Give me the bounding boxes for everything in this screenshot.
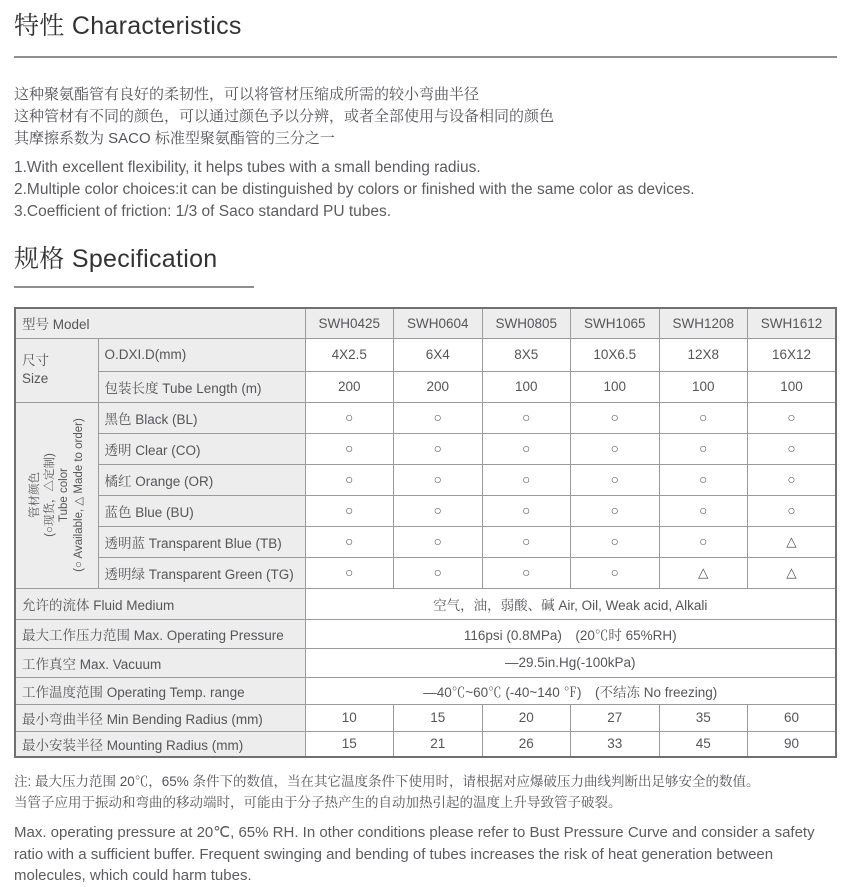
table-row-temp-range xyxy=(15,677,836,704)
table-row-max-pressure xyxy=(15,619,836,648)
model-label-cell: 型号 Model xyxy=(15,308,305,338)
availability-mark: ○ xyxy=(571,464,660,495)
availability-mark: ○ xyxy=(394,433,483,464)
availability-mark: ○ xyxy=(659,433,748,464)
characteristics-en-list xyxy=(14,157,835,223)
en-list-item: 2.Multiple color choices:it can be distinguished by colors or finished with the same color as devices. xyxy=(14,181,695,198)
note-cn-line: 注: 最大压力范围 20℃，65% 条件下的数值，当在其它温度条件下使用时，请根据对应爆破压力曲线判断出足够安全的数值。 xyxy=(14,774,760,789)
specification-divider xyxy=(14,286,254,288)
availability-mark: ○ xyxy=(305,526,394,557)
od-id-value: 6X4 xyxy=(394,338,483,371)
bending-radius-value: 15 xyxy=(394,704,483,731)
availability-mark: ○ xyxy=(394,464,483,495)
tube-length-value: 100 xyxy=(571,371,660,402)
mounting-radius-value: 90 xyxy=(748,731,837,757)
model-cell: SWH0425 xyxy=(305,308,394,338)
specification-title: 规格 Specification xyxy=(14,245,218,273)
max-pressure-value: 116psi (0.8MPa) (20℃时 65%RH) xyxy=(305,619,836,648)
availability-mark: ○ xyxy=(571,557,660,588)
availability-mark: ○ xyxy=(394,402,483,433)
temp-range-value: —40℃~60℃ (-40~140 ℉) (不结冻 No freezing) xyxy=(305,677,836,704)
row-label: 工作温度范围 Operating Temp. range xyxy=(15,677,305,704)
availability-mark: ○ xyxy=(394,495,483,526)
row-label: 工作真空 Max. Vacuum xyxy=(15,648,305,677)
od-id-value: 16X12 xyxy=(748,338,837,371)
mounting-radius-value: 33 xyxy=(571,731,660,757)
characteristics-cn-paragraph xyxy=(14,84,835,150)
availability-mark: ○ xyxy=(659,495,748,526)
size-group-cn: 尺寸 xyxy=(22,353,49,368)
row-label: 橘红 Orange (OR) xyxy=(98,464,305,495)
cn-line: 其摩擦系数为 SACO 标准型聚氨酯管的三分之一 xyxy=(14,130,335,147)
tube-color-group-cell xyxy=(15,402,98,588)
row-label: 蓝色 Blue (BU) xyxy=(98,495,305,526)
table-row-mounting-radius xyxy=(15,731,836,757)
tube-length-value: 100 xyxy=(482,371,571,402)
table-row-color-clear xyxy=(15,433,836,464)
availability-mark: ○ xyxy=(305,495,394,526)
availability-mark: △ xyxy=(659,557,748,588)
table-row-color-blue xyxy=(15,495,836,526)
cn-line: 这种聚氨酯管有良好的柔韧性，可以将管材压缩成所需的较小弯曲半径 xyxy=(14,86,480,103)
note-cn-line: 当管子应用于振动和弯曲的移动端时，可能由于分子热产生的自动加热引起的温度上升导致管子破裂。 xyxy=(14,795,622,810)
availability-mark: ○ xyxy=(482,526,571,557)
characteristics-divider xyxy=(14,56,837,58)
availability-mark: ○ xyxy=(571,526,660,557)
row-label: 透明绿 Transparent Green (TG) xyxy=(98,557,305,588)
row-label: 最大工作压力范围 Max. Operating Pressure xyxy=(15,619,305,648)
availability-mark: △ xyxy=(748,557,837,588)
table-row-fluid-medium xyxy=(15,588,836,619)
table-row-min-bending-radius xyxy=(15,704,836,731)
tube-length-value: 200 xyxy=(394,371,483,402)
availability-mark: ○ xyxy=(659,464,748,495)
availability-mark: ○ xyxy=(305,433,394,464)
tube-length-value: 200 xyxy=(305,371,394,402)
availability-mark: △ xyxy=(748,526,837,557)
table-row-color-transparent-blue xyxy=(15,526,836,557)
fluid-medium-value: 空气，油，弱酸、碱 Air, Oil, Weak acid, Alkali xyxy=(305,588,836,619)
table-row-color-transparent-green xyxy=(15,557,836,588)
bending-radius-value: 60 xyxy=(748,704,837,731)
availability-mark: ○ xyxy=(305,557,394,588)
model-cell: SWH1612 xyxy=(748,308,837,338)
table-row-color-black xyxy=(15,402,836,433)
od-id-value: 4X2.5 xyxy=(305,338,394,371)
footer-notes xyxy=(14,771,835,887)
row-label: O.DXI.D(mm) xyxy=(98,338,305,371)
tube-length-value: 100 xyxy=(659,371,748,402)
od-id-value: 8X5 xyxy=(482,338,571,371)
cn-line: 这种管材有不同的颜色，可以通过颜色予以分辨，或者全部使用与设备相同的颜色 xyxy=(14,108,555,125)
mounting-radius-value: 15 xyxy=(305,731,394,757)
max-vacuum-value: —29.5in.Hg(-100kPa) xyxy=(305,648,836,677)
model-cell: SWH1065 xyxy=(571,308,660,338)
availability-mark: ○ xyxy=(482,433,571,464)
od-id-value: 12X8 xyxy=(659,338,748,371)
table-row-color-orange xyxy=(15,464,836,495)
table-row-tube-length xyxy=(15,371,836,402)
availability-mark: ○ xyxy=(394,526,483,557)
table-row-model xyxy=(15,308,836,338)
row-label: 最小弯曲半径 Min Bending Radius (mm) xyxy=(15,704,305,731)
note-en-paragraph: Max. operating pressure at 20℃, 65% RH. In other conditions please refer to Bust Pressure Curve and consider a safety ratio with a sufficient buffer. Frequent swinging and bending of tubes increases the risk of heat generation between molecules, which could harm tubes. xyxy=(14,824,815,884)
row-label: 透明蓝 Transparent Blue (TB) xyxy=(98,526,305,557)
availability-mark: ○ xyxy=(305,402,394,433)
availability-mark: ○ xyxy=(482,495,571,526)
bending-radius-value: 35 xyxy=(659,704,748,731)
specification-table xyxy=(14,307,837,758)
table-row-max-vacuum xyxy=(15,648,836,677)
availability-mark: ○ xyxy=(305,464,394,495)
od-id-value: 10X6.5 xyxy=(571,338,660,371)
mounting-radius-value: 21 xyxy=(394,731,483,757)
en-list-item: 1.With excellent flexibility, it helps tubes with a small bending radius. xyxy=(14,159,481,176)
row-label: 允许的流体 Fluid Medium xyxy=(15,588,305,619)
availability-mark: ○ xyxy=(748,433,837,464)
bending-radius-value: 20 xyxy=(482,704,571,731)
availability-mark: ○ xyxy=(482,464,571,495)
model-cell: SWH0604 xyxy=(394,308,483,338)
availability-mark: ○ xyxy=(394,557,483,588)
size-group-en: Size xyxy=(22,371,49,386)
size-group-cell xyxy=(15,338,98,402)
table-row-od-id xyxy=(15,338,836,371)
availability-mark: ○ xyxy=(748,495,837,526)
row-label: 包装长度 Tube Length (m) xyxy=(98,371,305,402)
availability-mark: ○ xyxy=(571,495,660,526)
mounting-radius-value: 45 xyxy=(659,731,748,757)
tube-length-value: 100 xyxy=(748,371,837,402)
availability-mark: ○ xyxy=(748,464,837,495)
row-label: 黑色 Black (BL) xyxy=(98,402,305,433)
bending-radius-value: 27 xyxy=(571,704,660,731)
availability-mark: ○ xyxy=(659,526,748,557)
availability-mark: ○ xyxy=(482,557,571,588)
tube-color-group-vertical-text: 管材颜色 (○现货，△定制) Tube color (○ Available, △ Made to order) xyxy=(28,418,85,572)
row-label: 透明 Clear (CO) xyxy=(98,433,305,464)
mounting-radius-value: 26 xyxy=(482,731,571,757)
availability-mark: ○ xyxy=(482,402,571,433)
model-cell: SWH1208 xyxy=(659,308,748,338)
model-cell: SWH0805 xyxy=(482,308,571,338)
characteristics-title: 特性 Characteristics xyxy=(14,12,242,40)
availability-mark: ○ xyxy=(571,402,660,433)
en-list-item: 3.Coefficient of friction: 1/3 of Saco standard PU tubes. xyxy=(14,203,392,220)
availability-mark: ○ xyxy=(659,402,748,433)
bending-radius-value: 10 xyxy=(305,704,394,731)
row-label: 最小安装半径 Mounting Radius (mm) xyxy=(15,731,305,757)
availability-mark: ○ xyxy=(748,402,837,433)
availability-mark: ○ xyxy=(571,433,660,464)
